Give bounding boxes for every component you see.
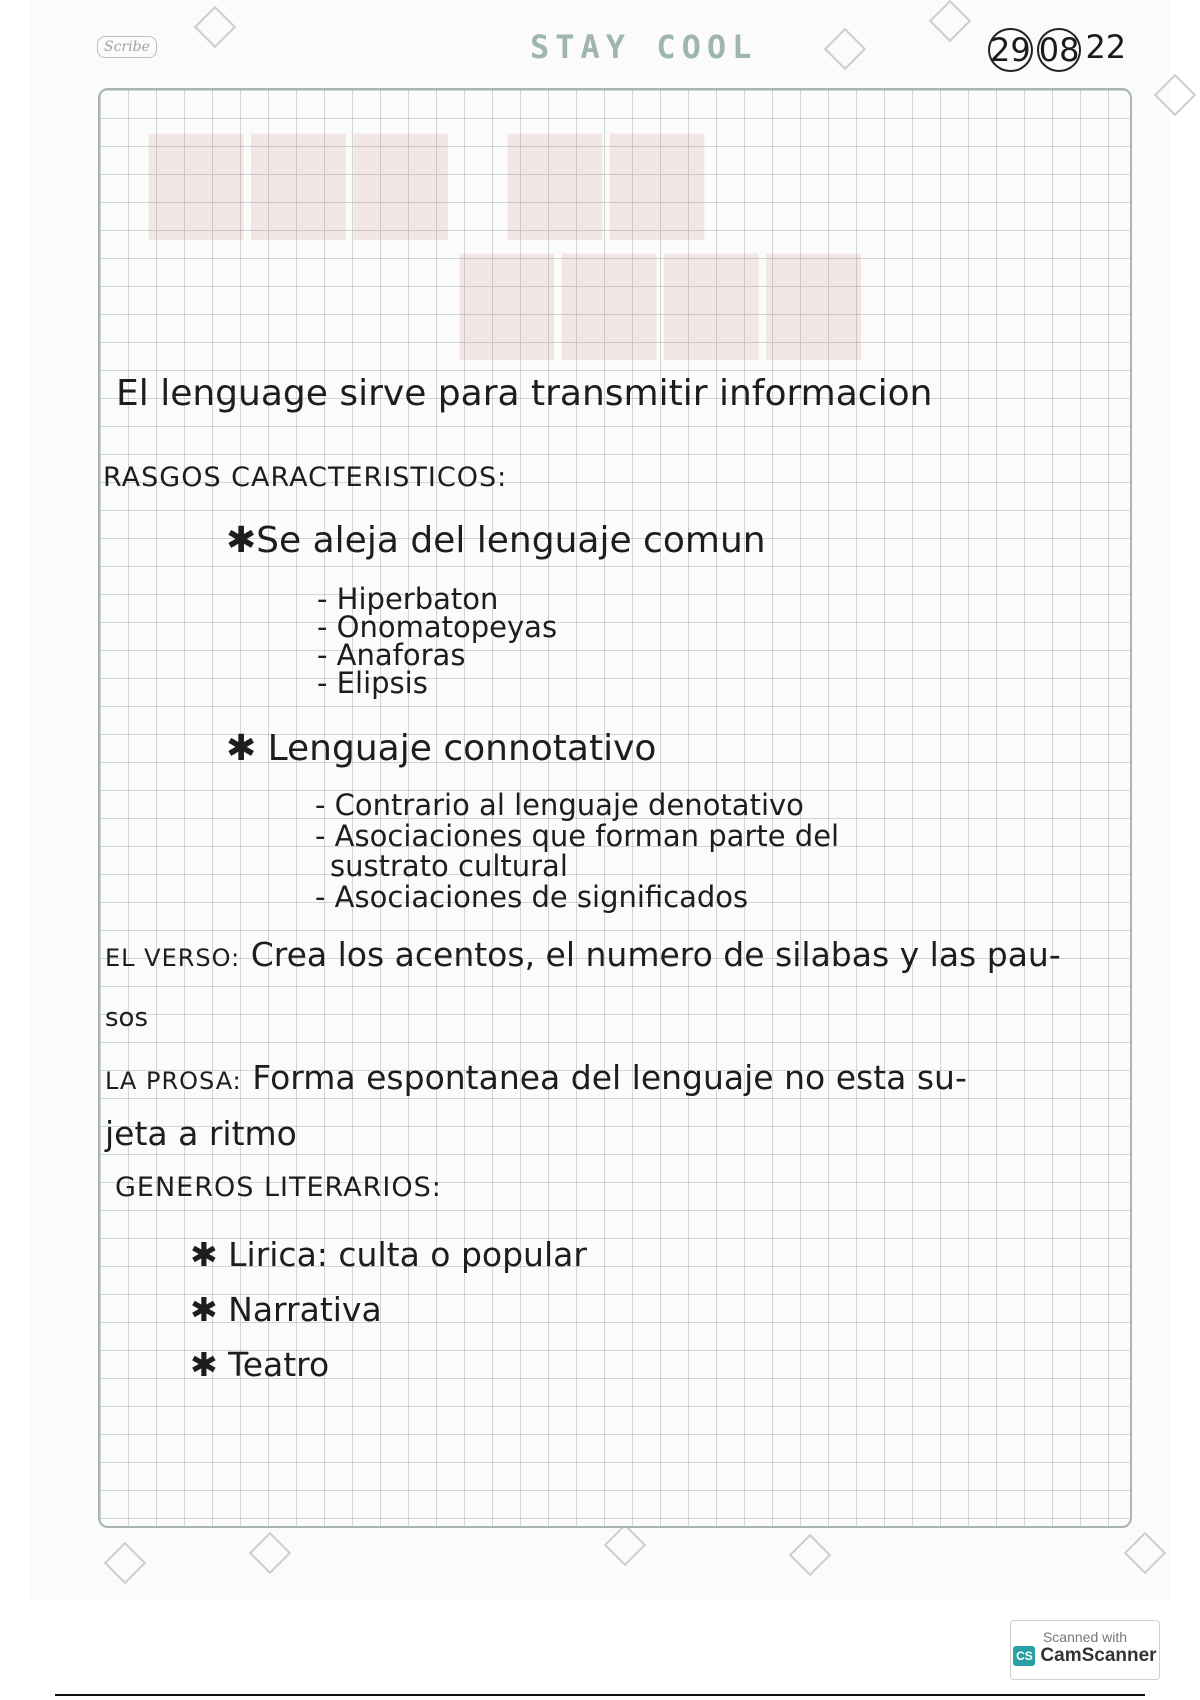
generos-heading: GENEROS LITERARIOS: <box>115 1172 442 1203</box>
diamond-icon <box>104 1542 146 1584</box>
bleed-through-ink: ▆▆▆ ▆▆ ▆▆▆▆ <box>150 100 870 359</box>
genero-item: ✱ Lirica: culta o popular <box>190 1235 587 1274</box>
page-header-title: STAY COOL <box>530 28 758 66</box>
diamond-icon <box>824 28 866 70</box>
prosa-continuation: jeta a ritmo <box>105 1114 297 1153</box>
bullet-connotativo: ✱ Lenguaje connotativo <box>226 728 657 769</box>
bullet-aleja: ✱Se aleja del lenguaje comun <box>226 520 766 561</box>
date-month: 08 <box>1037 28 1082 72</box>
verso-continuation: sos <box>105 1003 148 1033</box>
prosa-line <box>105 1058 967 1097</box>
verso-label: EL VERSO: <box>105 944 241 972</box>
list-item: - Anaforas <box>317 638 466 672</box>
diamond-icon <box>789 1534 831 1576</box>
list-item: sustrato cultural <box>330 849 568 883</box>
notebook-page <box>30 0 1170 1600</box>
date-field <box>988 28 1126 72</box>
watermark-caption: Scanned with <box>1042 1629 1128 1645</box>
date-year: 22 <box>1085 28 1127 66</box>
diamond-icon <box>604 1524 646 1566</box>
list-item: - Contrario al lenguaje denotativo <box>315 788 804 822</box>
date-day: 29 <box>988 28 1033 72</box>
diamond-icon <box>194 6 236 48</box>
camscanner-watermark <box>1010 1620 1160 1680</box>
diamond-icon <box>1124 1532 1166 1574</box>
watermark-brand-name: CamScanner <box>1040 1645 1157 1666</box>
diamond-icon <box>1154 74 1196 116</box>
diamond-icon <box>929 0 971 42</box>
intro-sentence: El lenguage sirve para transmitir informacion <box>116 373 933 414</box>
brand-logo: Scribe <box>97 36 157 58</box>
watermark-brand <box>1011 1645 1159 1667</box>
diamond-icon <box>249 1532 291 1574</box>
list-item: - Hiperbaton <box>317 582 499 616</box>
list-item: - Asociaciones de significados <box>315 880 749 914</box>
verso-line <box>105 935 1061 974</box>
camscanner-logo-icon: CS <box>1013 1646 1035 1666</box>
genero-item: ✱ Narrativa <box>190 1290 382 1329</box>
verso-text: Crea los acentos, el numero de silabas y las pau- <box>250 935 1061 974</box>
list-item: - Onomatopeyas <box>317 610 558 644</box>
list-item: - Asociaciones que forman parte del <box>315 819 840 853</box>
prosa-text: Forma espontanea del lenguaje no esta su- <box>252 1058 967 1097</box>
genero-item: ✱ Teatro <box>190 1345 330 1384</box>
rasgos-heading: RASGOS CARACTERISTICOS: <box>103 462 508 493</box>
prosa-label: LA PROSA: <box>105 1067 242 1095</box>
bottom-divider <box>55 1694 1145 1696</box>
list-item: - Elipsis <box>317 666 428 700</box>
